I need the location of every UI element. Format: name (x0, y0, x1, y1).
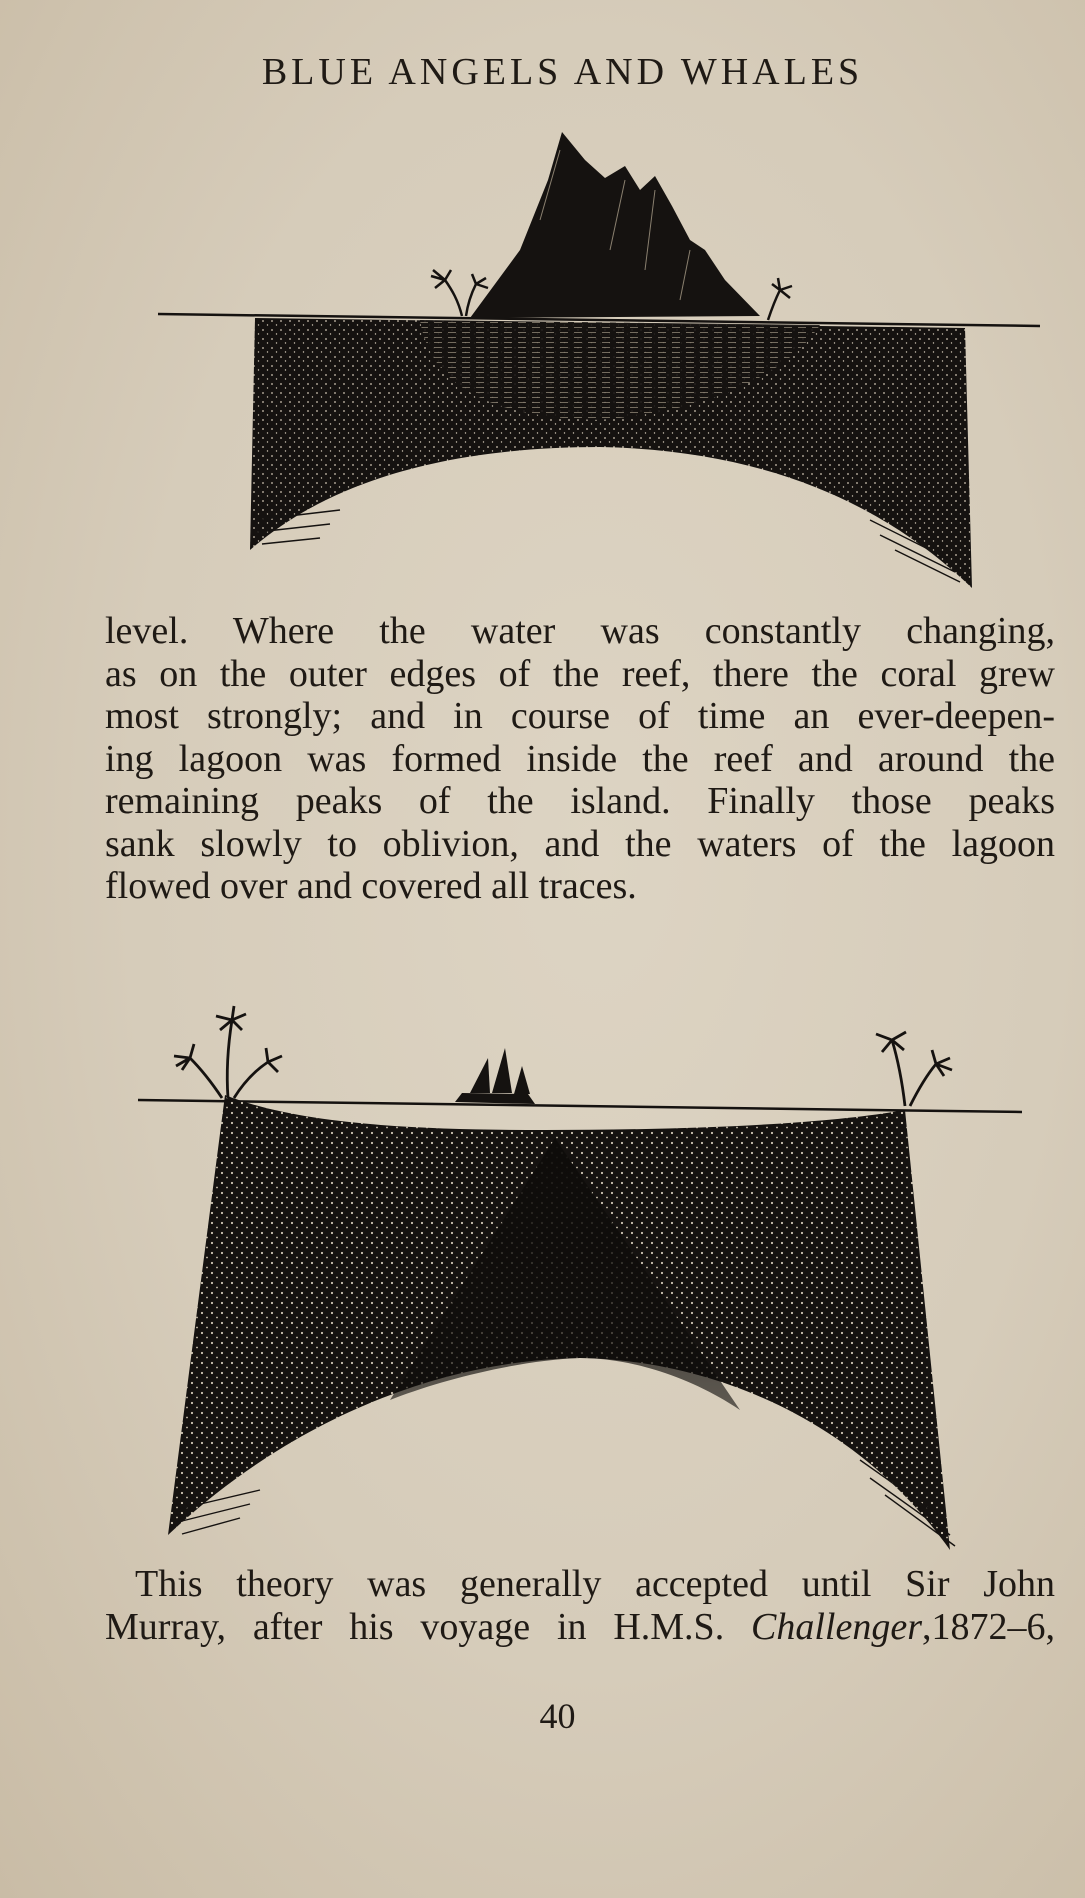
text-run: ,1872–6, (922, 1605, 1055, 1648)
atoll-lagoon-illustration (0, 990, 1085, 1560)
text-line: remaining peaks of the island. Finally those peaks (105, 780, 1055, 822)
palm-tree-icon (876, 1032, 952, 1106)
text-line: sank slowly to oblivion, and the waters of the lagoon (105, 822, 1055, 865)
sailing-ship-icon (455, 1048, 535, 1104)
text-line: flowed over and covered all traces. (105, 865, 637, 907)
page-number: 40 (539, 1696, 576, 1736)
body-paragraph-bottom (105, 1563, 1055, 1648)
ship-name: Challenger (751, 1605, 922, 1648)
text-line (105, 1606, 1055, 1649)
body-paragraph-top (105, 610, 1055, 908)
text-line: most strongly; and in course of time an ever-deepen- (105, 695, 1055, 737)
text-run: Murray, after his voyage in H.M.S. (105, 1605, 752, 1648)
running-head: BLUE ANGELS AND WHALES (261, 51, 864, 93)
text-line: level. Where the water was constantly changing, (105, 610, 1055, 652)
text-line: ing lagoon was formed inside the reef and around the (105, 737, 1055, 780)
text-line: as on the outer edges of the reef, there the coral grew (105, 652, 1055, 695)
palm-tree-icon (174, 1006, 282, 1098)
text-line: This theory was generally accepted until Sir John (135, 1563, 1055, 1605)
island-reef-illustration (0, 120, 1085, 595)
